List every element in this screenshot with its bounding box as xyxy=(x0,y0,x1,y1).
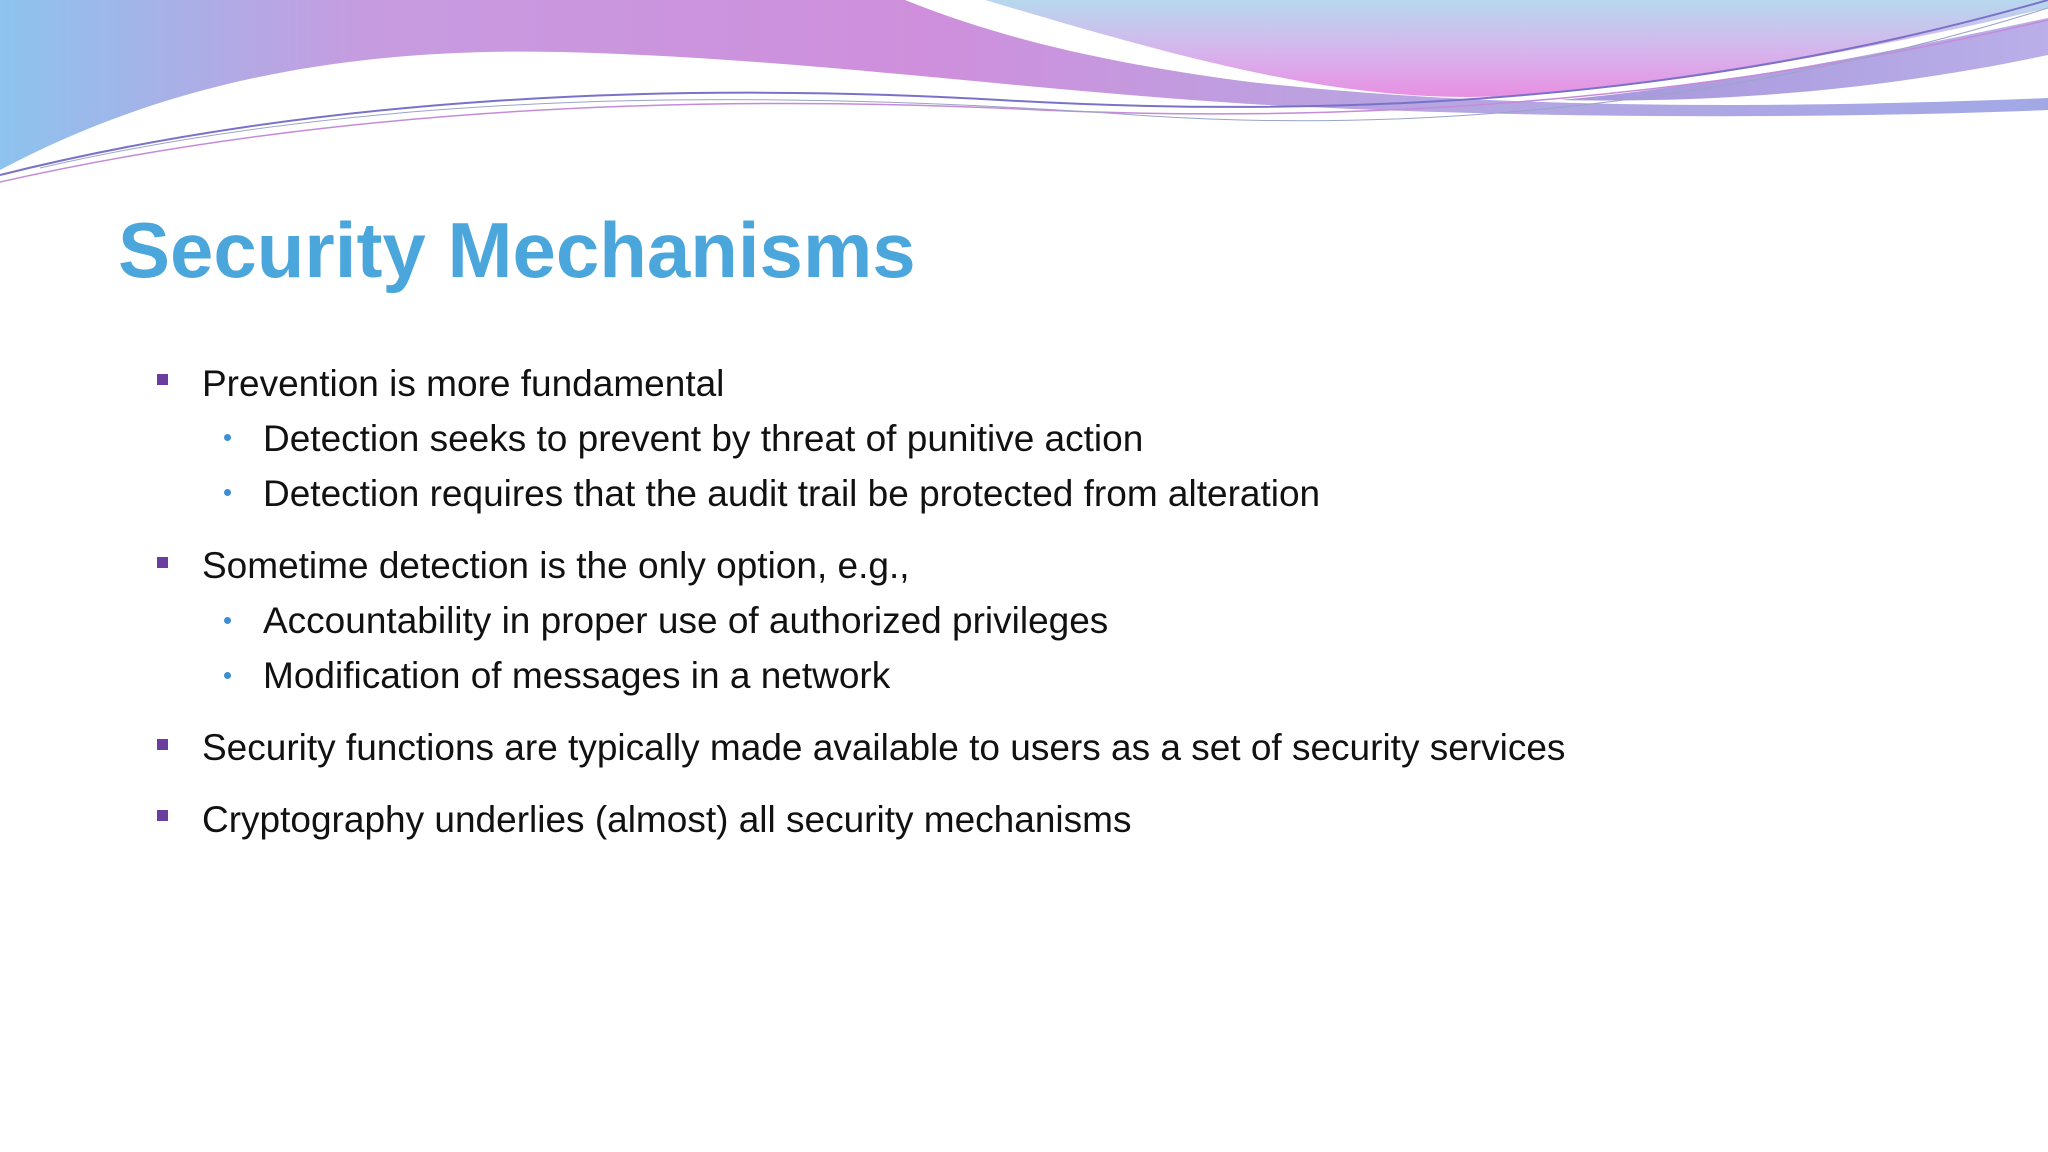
slide-title: Security Mechanisms xyxy=(118,206,916,294)
header-wave-decoration xyxy=(0,0,2048,190)
sub-bullet-item: Modification of messages in a network xyxy=(263,655,891,696)
dot-bullet-icon xyxy=(224,672,231,679)
square-bullet-icon xyxy=(157,374,168,385)
square-bullet-icon xyxy=(157,739,168,750)
square-bullet-icon xyxy=(157,557,168,568)
dot-bullet-icon xyxy=(224,489,231,496)
sub-bullet-item: Detection requires that the audit trail be protected from alteration xyxy=(263,473,1321,514)
bullet-item: Prevention is more fundamental xyxy=(202,363,725,404)
square-bullet-icon xyxy=(157,810,168,821)
bullet-item: Cryptography underlies (almost) all security mechanisms xyxy=(202,799,1132,840)
dot-bullet-icon xyxy=(224,617,231,624)
sub-bullet-item: Accountability in proper use of authorized privileges xyxy=(263,600,1109,641)
bullet-item: Sometime detection is the only option, e.g., xyxy=(202,545,910,586)
sub-bullet-item: Detection seeks to prevent by threat of punitive action xyxy=(263,418,1144,459)
dot-bullet-icon xyxy=(224,434,231,441)
bullet-item: Security functions are typically made available to users as a set of security services xyxy=(202,727,1566,768)
